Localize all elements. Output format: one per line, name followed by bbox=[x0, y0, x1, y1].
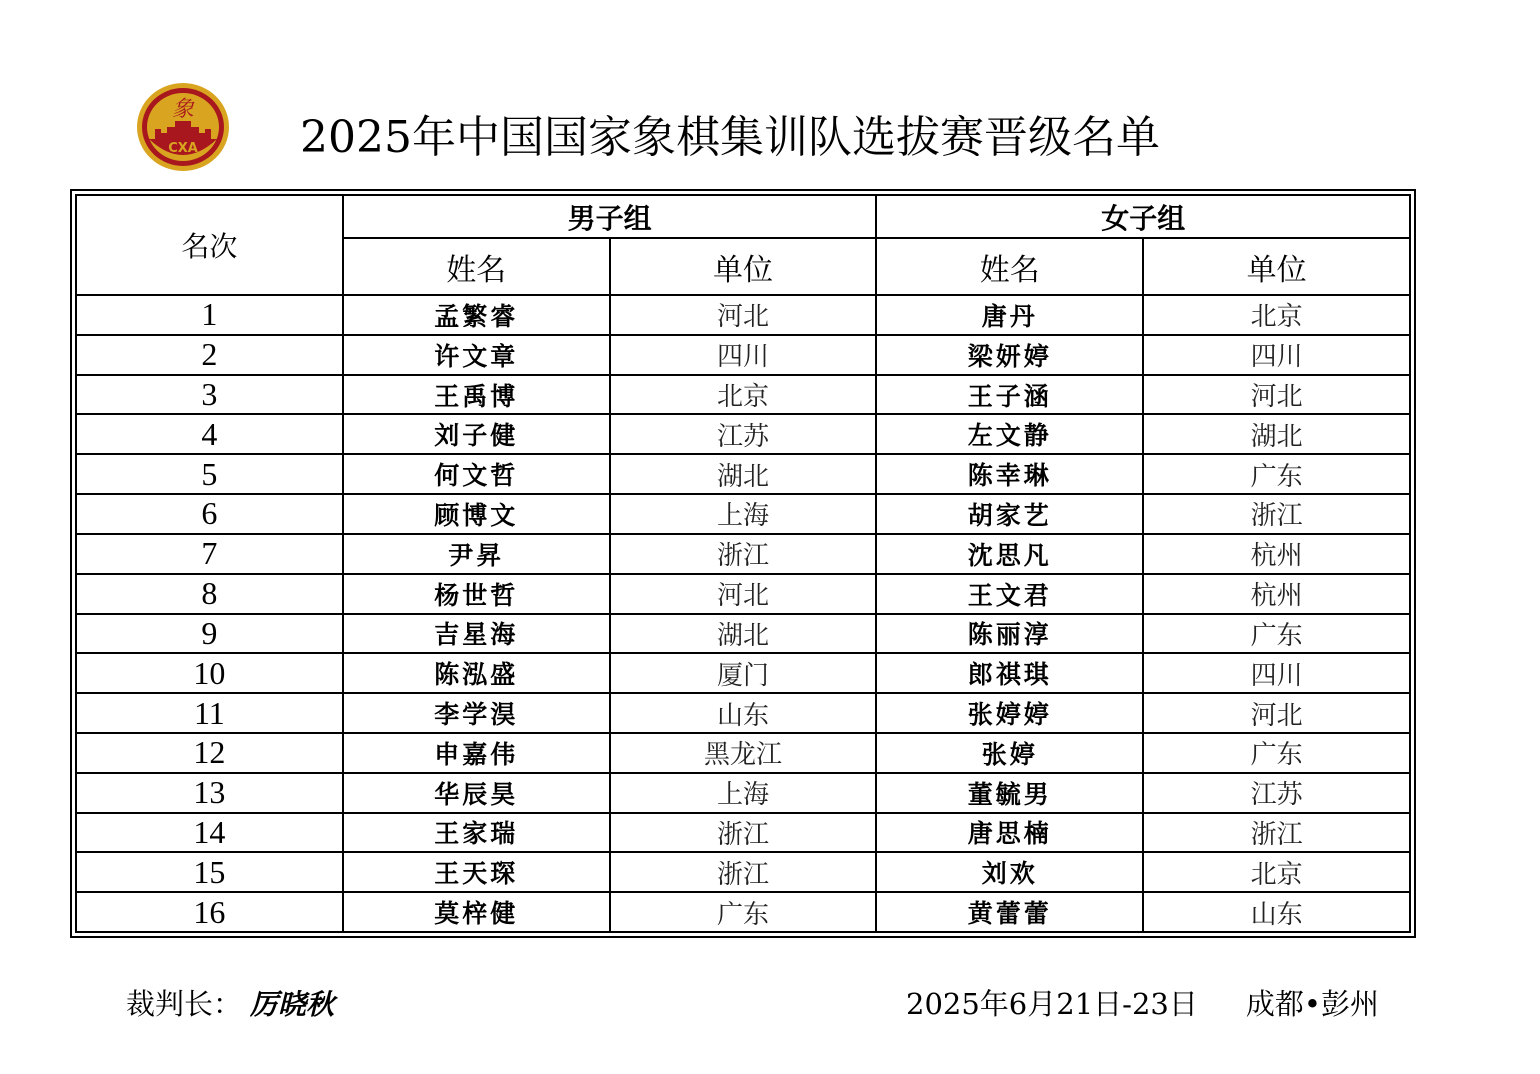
male-name-cell: 陈泓盛 bbox=[343, 653, 610, 693]
female-name-cell: 胡家艺 bbox=[876, 494, 1143, 534]
male-unit-cell: 河北 bbox=[610, 295, 877, 335]
table-row bbox=[76, 693, 1410, 733]
rank-cell: 11 bbox=[76, 693, 343, 733]
female-unit-cell: 广东 bbox=[1143, 454, 1410, 494]
male-unit-cell: 浙江 bbox=[610, 852, 877, 892]
female-unit-cell: 江苏 bbox=[1143, 773, 1410, 813]
referee-signature: 厉晓秋 bbox=[250, 988, 335, 1021]
male-unit-cell: 湖北 bbox=[610, 454, 877, 494]
rank-header: 名次 bbox=[76, 195, 343, 295]
page-title: 2025年中国国家象棋集训队选拔赛晋级名单 bbox=[300, 112, 1160, 163]
male-unit-cell: 河北 bbox=[610, 574, 877, 614]
table-row bbox=[76, 454, 1410, 494]
female-group-header: 女子组 bbox=[876, 195, 1410, 238]
rank-cell: 12 bbox=[76, 733, 343, 773]
female-name-header: 姓名 bbox=[876, 238, 1143, 295]
logo-glyph: 象 bbox=[171, 97, 195, 122]
female-unit-cell: 四川 bbox=[1143, 653, 1410, 693]
cxa-logo bbox=[135, 81, 231, 173]
results-table bbox=[75, 194, 1411, 933]
male-name-cell: 王家瑞 bbox=[343, 813, 610, 853]
male-name-cell: 刘子健 bbox=[343, 414, 610, 454]
female-name-cell: 沈思凡 bbox=[876, 534, 1143, 574]
male-unit-cell: 浙江 bbox=[610, 813, 877, 853]
event-date: 2025年6月21日-23日 bbox=[906, 987, 1198, 1021]
male-name-cell: 杨世哲 bbox=[343, 574, 610, 614]
female-name-cell: 唐丹 bbox=[876, 295, 1143, 335]
female-name-cell: 黄蕾蕾 bbox=[876, 892, 1143, 932]
table-row bbox=[76, 534, 1410, 574]
female-name-cell: 陈丽淳 bbox=[876, 614, 1143, 654]
female-unit-cell: 广东 bbox=[1143, 733, 1410, 773]
referee-label: 裁判长： bbox=[126, 987, 243, 1021]
table-row bbox=[76, 733, 1410, 773]
male-name-cell: 申嘉伟 bbox=[343, 733, 610, 773]
female-unit-cell: 杭州 bbox=[1143, 534, 1410, 574]
rank-cell: 1 bbox=[76, 295, 343, 335]
female-unit-cell: 北京 bbox=[1143, 295, 1410, 335]
event-place: 成都•彭州 bbox=[1245, 987, 1379, 1021]
rank-cell: 13 bbox=[76, 773, 343, 813]
female-name-cell: 董毓男 bbox=[876, 773, 1143, 813]
female-unit-cell: 浙江 bbox=[1143, 813, 1410, 853]
male-name-cell: 王天琛 bbox=[343, 852, 610, 892]
rank-cell: 2 bbox=[76, 335, 343, 375]
male-name-cell: 王禹博 bbox=[343, 375, 610, 415]
female-unit-cell: 湖北 bbox=[1143, 414, 1410, 454]
female-name-cell: 张婷 bbox=[876, 733, 1143, 773]
male-unit-cell: 上海 bbox=[610, 773, 877, 813]
female-name-cell: 左文静 bbox=[876, 414, 1143, 454]
female-unit-cell: 杭州 bbox=[1143, 574, 1410, 614]
table-row bbox=[76, 653, 1410, 693]
female-unit-cell: 浙江 bbox=[1143, 494, 1410, 534]
date-place-line bbox=[906, 984, 1379, 1024]
female-unit-cell: 广东 bbox=[1143, 614, 1410, 654]
male-name-cell: 许文章 bbox=[343, 335, 610, 375]
logo-text: CXA bbox=[168, 141, 198, 156]
female-unit-cell: 河北 bbox=[1143, 375, 1410, 415]
table-row bbox=[76, 335, 1410, 375]
table-row bbox=[76, 813, 1410, 853]
female-name-cell: 梁妍婷 bbox=[876, 335, 1143, 375]
rank-cell: 6 bbox=[76, 494, 343, 534]
rank-cell: 14 bbox=[76, 813, 343, 853]
rank-cell: 9 bbox=[76, 614, 343, 654]
male-name-cell: 吉星海 bbox=[343, 614, 610, 654]
male-unit-cell: 黑龙江 bbox=[610, 733, 877, 773]
male-unit-cell: 浙江 bbox=[610, 534, 877, 574]
female-name-cell: 王文君 bbox=[876, 574, 1143, 614]
male-unit-cell: 上海 bbox=[610, 494, 877, 534]
female-name-cell: 唐思楠 bbox=[876, 813, 1143, 853]
rank-cell: 10 bbox=[76, 653, 343, 693]
male-unit-cell: 江苏 bbox=[610, 414, 877, 454]
male-name-cell: 何文哲 bbox=[343, 454, 610, 494]
table-row bbox=[76, 295, 1410, 335]
male-unit-header: 单位 bbox=[610, 238, 877, 295]
male-name-header: 姓名 bbox=[343, 238, 610, 295]
male-unit-cell: 山东 bbox=[610, 693, 877, 733]
male-unit-cell: 湖北 bbox=[610, 614, 877, 654]
male-name-cell: 李学淏 bbox=[343, 693, 610, 733]
table-row bbox=[76, 375, 1410, 415]
table-row bbox=[76, 773, 1410, 813]
table-row bbox=[76, 852, 1410, 892]
male-name-cell: 尹昇 bbox=[343, 534, 610, 574]
female-name-cell: 郎祺琪 bbox=[876, 653, 1143, 693]
male-unit-cell: 厦门 bbox=[610, 653, 877, 693]
rank-cell: 16 bbox=[76, 892, 343, 932]
table-row bbox=[76, 892, 1410, 932]
female-unit-cell: 四川 bbox=[1143, 335, 1410, 375]
female-name-cell: 张婷婷 bbox=[876, 693, 1143, 733]
female-unit-cell: 北京 bbox=[1143, 852, 1410, 892]
male-name-cell: 孟繁睿 bbox=[343, 295, 610, 335]
male-unit-cell: 广东 bbox=[610, 892, 877, 932]
rank-cell: 8 bbox=[76, 574, 343, 614]
female-unit-cell: 河北 bbox=[1143, 693, 1410, 733]
male-name-cell: 华辰昊 bbox=[343, 773, 610, 813]
rank-cell: 3 bbox=[76, 375, 343, 415]
table-row bbox=[76, 414, 1410, 454]
rank-cell: 7 bbox=[76, 534, 343, 574]
female-name-cell: 刘欢 bbox=[876, 852, 1143, 892]
table-row bbox=[76, 614, 1410, 654]
referee-line bbox=[126, 984, 334, 1024]
male-name-cell: 顾博文 bbox=[343, 494, 610, 534]
results-table-frame bbox=[70, 189, 1416, 938]
male-group-header: 男子组 bbox=[343, 195, 877, 238]
male-unit-cell: 四川 bbox=[610, 335, 877, 375]
male-name-cell: 莫梓健 bbox=[343, 892, 610, 932]
female-name-cell: 陈幸琳 bbox=[876, 454, 1143, 494]
female-unit-cell: 山东 bbox=[1143, 892, 1410, 932]
table-row bbox=[76, 574, 1410, 614]
table-row bbox=[76, 494, 1410, 534]
rank-cell: 15 bbox=[76, 852, 343, 892]
female-unit-header: 单位 bbox=[1143, 238, 1410, 295]
female-name-cell: 王子涵 bbox=[876, 375, 1143, 415]
male-unit-cell: 北京 bbox=[610, 375, 877, 415]
rank-cell: 5 bbox=[76, 454, 343, 494]
rank-cell: 4 bbox=[76, 414, 343, 454]
